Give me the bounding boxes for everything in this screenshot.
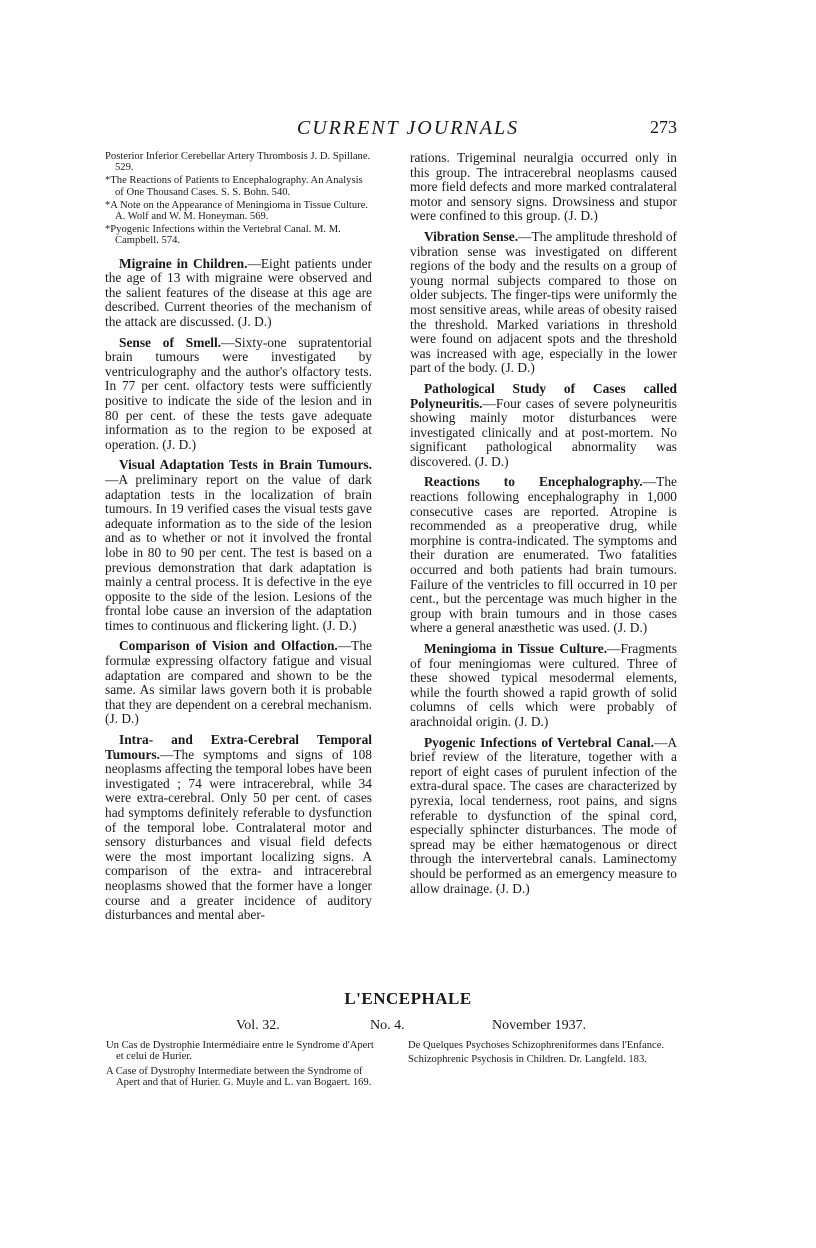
abstract-body: —A brief review of the literature, together with a report of eight cases of purulent infection of the extra-dural space. The cases are characterized by pyrexia, local tenderness, root pains, and signs referable to dysfunction of the spinal cord, especially sphincter disturbances. The mode of spread may be either hæmatogenous or direct through the intervertebral canals. Laminectomy should be performed as an emergency measure to allow drainage. (J. D.) — [410, 734, 677, 896]
toc-entry: Un Cas de Dystrophie Intermédiaire entre le Syndrome d'Apert et celui de Hurier. — [106, 1040, 374, 1063]
abstract-visual-adaptation — [105, 458, 372, 633]
abstract-migraine — [105, 257, 372, 330]
abstract-body: —A preliminary report on the value of dark adaptation tests in the localization of brain tumours. In 19 verified cases the visual tests gave adequate information as to the side of the lesion and as to whether or not it involved the frontal lobe in 80 to 90 per cent. The test is based on a previous demonstration that dark adaptation is mainly a central process. It is defective in the eye opposite to the side of the lesion. Lesions of the frontal lobe cause an inversion of the adaptation times to continuous and flickering light. (J. D.) — [105, 471, 372, 633]
abstract-heading: Meningioma in Tissue Culture. — [424, 641, 608, 656]
lower-right-toc — [408, 1040, 683, 1069]
abstract-heading: Migraine in Children. — [119, 255, 248, 271]
abstract-vision-olfaction — [105, 639, 372, 727]
toc-entry: A Case of Dystrophy Intermediate between the Syndrome of Apert and that of Hurier. G. Muyle and L. van Bogaert. 169. — [106, 1065, 372, 1089]
journal-section-title: L'ENCEPHALE — [344, 989, 472, 1008]
issue-number: No. 4. — [370, 1018, 405, 1033]
abstract-polyneuritis — [410, 382, 677, 470]
abstract-body: —The formulæ expressing olfactory fatigue and visual adaptation are compared and shown to be the same. As similar laws govern both it is probable that they are dependent on a cerebral mechanism. (J. D.) — [105, 638, 372, 727]
left-column — [105, 151, 372, 929]
abstract-body: —Four cases of severe polyneuritis showing mainly motor disturbances were investigated clinically and at post-mortem. No significant pathological abnormality was discovered. (J. D.) — [410, 395, 677, 469]
abstract-body: —The amplitude threshold of vibration sense was investigated on different regions of the body and the results on a group of young normal subjects compared to those on older subjects. The finger-tips were uniformly the most sensitive areas, while areas of obesity raised the threshold. Marked variations in threshold were found on adjacent spots and the threshold was increased with age, especially in the lower part of the body. (J. D.) — [410, 228, 677, 376]
abstract-vibration — [410, 230, 677, 376]
abstract-heading: Reactions to Encephalography. — [424, 474, 643, 490]
lower-left-toc — [106, 1040, 381, 1092]
toc-entry: *A Note on the Appearance of Meningioma in Tissue Culture. A. Wolf and W. M. Honeyman. 569. — [105, 199, 369, 223]
abstract-heading: Intra- and Extra-Cerebral Temporal Tumours. — [105, 732, 372, 762]
right-column — [410, 151, 677, 902]
issue-date: November 1937. — [492, 1018, 587, 1033]
abstract-encephalography — [410, 475, 677, 636]
abstract-pyogenic — [410, 736, 677, 897]
page-number: 273 — [650, 117, 677, 137]
abstract-body: —Sixty-one supratentorial brain tumours were investigated by ventriculography and the author's olfactory tests. In 77 per cent. olfactory tests were sufficiently positive to indicate the side of the lesion and in 80 per cent. of these the tests gave adequate information as to the region to be exposed at operation. (J. D.) — [105, 334, 372, 452]
abstract-smell — [105, 336, 372, 453]
abstract-temporal-tumours — [105, 733, 372, 923]
abstract-heading: Pyogenic Infections of Vertebral Canal. — [424, 734, 654, 750]
abstract-heading: Vibration Sense. — [424, 228, 519, 244]
abstract-heading: Sense of Smell. — [119, 334, 222, 350]
abstract-body: —Fragments of four meningiomas were cultured. Three of these showed typical mesodermal elements, while the fourth showed a rapid growth of solid columns of cells which were probably of arachnoidal origin. (J. D.) — [410, 641, 677, 729]
abstract-continuation: rations. Trigeminal neuralgia occurred only in this group. The intracerebral neoplasms caused more field defects and more marked contralateral motor and sensory signs. Drowsiness and stupor were confined to this group. (J. D.) — [410, 150, 677, 224]
toc-entry: *Pyogenic Infections within the Vertebral Canal. M. M. Campbell. 574. — [105, 224, 341, 247]
abstract-body: —The symptoms and signs of 108 neoplasms affecting the temporal lobes have been investigated ; 74 were intracerebral, while 34 were extra-cerebral. Only 50 per cent. of cases had symptoms definitely referable to dysfunction of the temporal lobe. Contralateral motor and sensory disturbances and visual field defects were the most important localizing signs. A comparison of the extra- and intracerebral neoplasms showed that the former have a longer course and a greater incidence of auditory disturbances and mental aber- — [105, 746, 372, 923]
toc-entry: *The Reactions of Patients to Encephalography. An Analysis of One Thousand Cases. S. S. Bohn. 540. — [105, 175, 363, 198]
abstract-heading: Comparison of Vision and Olfaction. — [119, 638, 338, 654]
toc-entry: Schizophrenic Psychosis in Children. Dr. Langfeld. 183. — [408, 1054, 647, 1066]
abstract-body: —The reactions following encephalography in 1,000 consecutive cases are reported. Atropine is recommended as a preoperative drug, while morphine is contra-indicated. The symptoms and their duration are enumerated. Two fatalities occurred and both patients had brain tumours. Failure of the ventricles to fill occurred in 10 per cent., but the percentage was much higher in the group with brain tumours and in those cases where a general anæsthetic was used. (J. D.) — [410, 474, 677, 636]
issue-volume: Vol. 32. — [236, 1018, 280, 1033]
abstract-heading: Pathological Study of Cases called Polyneuritis. — [410, 380, 677, 411]
abstract-heading: Visual Adaptation Tests in Brain Tumours. — [119, 457, 372, 473]
toc-entry: De Quelques Psychoses Schizophreniformes dans l'Enfance. — [408, 1040, 665, 1051]
abstract-meningioma — [410, 642, 677, 730]
abstract-body: —Eight patients under the age of 13 with migraine were observed and the salient features of the disease at this age are described. Current theories of the mechanism of the attack are discussed. (J. D.) — [105, 255, 372, 329]
running-header-title: CURRENT JOURNALS — [296, 117, 520, 139]
toc-entry: Posterior Inferior Cerebellar Artery Thrombosis J. D. Spillane. 529. — [105, 151, 371, 174]
